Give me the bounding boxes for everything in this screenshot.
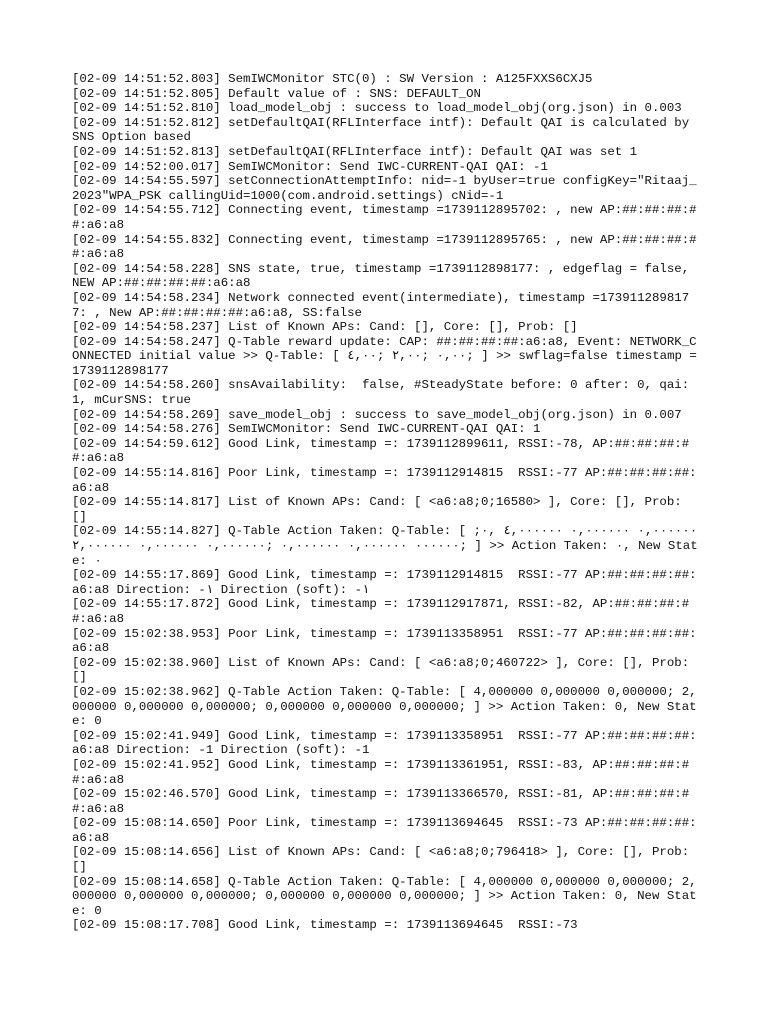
log-line: [02-09 15:02:46.570] Good Link, timestamp =: 1739113366570, RSSI:-81, AP:##:##:##:##:a6:a8 (72, 787, 690, 816)
log-line: [02-09 14:54:58.247] Q-Table reward update: CAP: ##:##:##:##:a6:a8, Event: NETWORK_CONNECTED initial value >> Q-Table: [ ٠,٠٠ ;٢,٠٠ ;٤,٠٠; ] >> swflag=false timestamp =1739112898177 (72, 334, 697, 378)
log-line: [02-09 15:02:41.952] Good Link, timestamp =: 1739113361951, RSSI:-83, AP:##:##:##:##:a6:a8 (72, 757, 690, 787)
log-line: [02-09 14:51:52.805] Default value of : SNS: DEFAULT_ON (72, 86, 481, 101)
log-line: [02-09 15:02:38.953] Poor Link, timestamp =: 1739113358951 RSSI:-77 AP:##:##:##:##:a6:a8 (72, 626, 697, 656)
log-line: [02-09 15:02:38.960] List of Known APs: Cand: [ <a6:a8;0;460722> ], Core: [], Prob: [] (72, 655, 697, 685)
log-line: [02-09 15:02:38.962] Q-Table Action Taken: Q-Table: [ 4,000000 0,000000 0,000000; 2,000000 0,000000 0,000000; 0,000000 0,000000 0,000000; ] >> Action Taken: 0, New State: 0 (72, 684, 697, 729)
log-line: [02-09 14:52:00.017] SemIWCMonitor: Send IWC-CURRENT-QAI QAI: -1 (72, 159, 548, 174)
log-line: [02-09 14:54:58.228] SNS state, true, timestamp =1739112898177: , edgeflag = false, NEW AP:##:##:##:##:a6:a8 (72, 261, 697, 291)
log-line: [02-09 14:51:52.813] setDefaultQAI(RFLInterface intf): Default QAI was set 1 (72, 144, 638, 159)
log-line: [02-09 14:55:14.817] List of Known APs: Cand: [ <a6:a8;0;16580> ], Core: [], Prob: [] (72, 495, 690, 524)
log-line: [02-09 14:51:52.810] load_model_obj : success to load_model_obj(org.json) in 0.003 (72, 101, 682, 116)
log-line: [02-09 14:55:14.827] Q-Table Action Taken: Q-Table: [ ;٠,٠٠٠٠٠٠ ٠,٠٠٠٠٠٠ ٤,٠٠٠٠٠٠ ٠,٠٠٠٠٠٠ ٠,٠٠٠٠٠٠ ٠,٠٠٠٠٠٠ ;٠,٠٠٠٠٠٠ ٠,٠٠٠٠٠٠ ٢,٠٠٠٠٠٠; ] >> Action Taken: ٠, New State: ٠ (72, 524, 698, 568)
log-line: [02-09 15:02:41.949] Good Link, timestamp =: 1739113358951 RSSI:-77 AP:##:##:##:##:a6:a8 Direction: -1 Direction (soft): -1 (72, 728, 697, 758)
log-line: [02-09 14:55:17.869] Good Link, timestamp =: 1739112914815 RSSI:-77 AP:##:##:##:##:a6:a8 Direction: -١ Direction (soft): -١ (72, 568, 697, 597)
log-line: [02-09 14:54:58.269] save_model_obj : success to save_model_obj(org.json) in 0.007 (72, 407, 682, 422)
log-line: [02-09 14:54:58.237] List of Known APs: Cand: [], Core: [], Prob: [] (72, 320, 578, 335)
log-line: [02-09 14:51:52.803] SemIWCMonitor STC(0) : SW Version : A125FXXS6CXJ5 (72, 72, 593, 86)
log-line: [02-09 14:54:59.612] Good Link, timestamp =: 1739112899611, RSSI:-78, AP:##:##:##:##:a6:a8 (72, 436, 690, 466)
log-line: [02-09 14:54:58.276] SemIWCMonitor: Send IWC-CURRENT-QAI QAI: 1 (72, 422, 541, 437)
log-line: [02-09 14:54:58.234] Network connected event(intermediate), timestamp =1739112898177: , New AP:##:##:##:##:a6:a8, SS:false (72, 290, 690, 320)
log-line: [02-09 14:55:14.816] Poor Link, timestamp =: 1739112914815 RSSI:-77 AP:##:##:##:##:a6:a8 (72, 466, 697, 495)
log-line: [02-09 15:08:14.650] Poor Link, timestamp =: 1739113694645 RSSI:-73 AP:##:##:##:##:a6:a8 (72, 816, 697, 845)
log-document (72, 72, 702, 933)
log-line: [02-09 15:08:17.708] Good Link, timestamp =: 1739113694645 RSSI:-73 (72, 918, 578, 933)
log-line: [02-09 14:54:55.712] Connecting event, timestamp =1739112895702: , new AP:##:##:##:##:a6:a8 (72, 203, 697, 232)
log-line: [02-09 14:54:55.832] Connecting event, timestamp =1739112895765: , new AP:##:##:##:##:a6:a8 (72, 232, 697, 262)
log-line: [02-09 14:55:17.872] Good Link, timestamp =: 1739112917871, RSSI:-82, AP:##:##:##:##:a6:a8 (72, 597, 690, 626)
log-line: [02-09 14:51:52.812] setDefaultQAI(RFLInterface intf): Default QAI is calculated by SNS Option based (72, 115, 697, 145)
log-line: [02-09 15:08:14.658] Q-Table Action Taken: Q-Table: [ 4,000000 0,000000 0,000000; 2,000000 0,000000 0,000000; 0,000000 0,000000 0,000000; ] >> Action Taken: 0, New State: 0 (72, 874, 697, 918)
log-line: [02-09 14:54:55.597] setConnectionAttemptInfo: nid=-1 byUser=true configKey="Ritaaj_2023"WPA_PSK callingUid=1000(com.android.settings) cNid=-1 (72, 174, 697, 203)
log-line: [02-09 15:08:14.656] List of Known APs: Cand: [ <a6:a8;0;796418> ], Core: [], Prob: [] (72, 845, 697, 875)
log-line: [02-09 14:54:58.260] snsAvailability: false, #SteadyState before: 0 after: 0, qai: 1, mCurSNS: true (72, 378, 697, 408)
